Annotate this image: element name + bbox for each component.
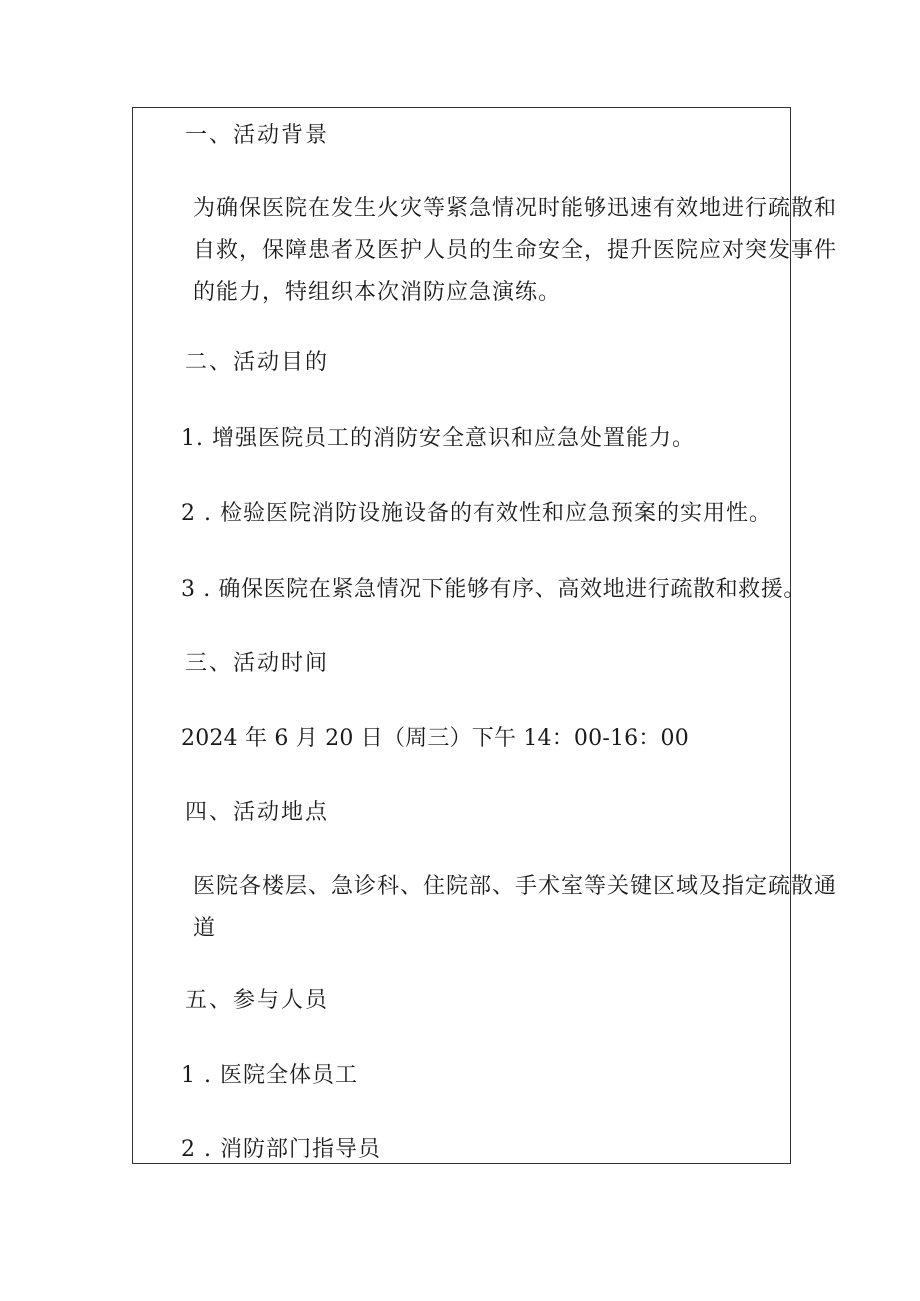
section-heading-location: 四、活动地点 — [185, 800, 330, 825]
purpose-item-2: 2 . 检验医院消防设施设备的有效性和应急预案的实用性。 — [181, 501, 772, 526]
document-frame — [132, 107, 838, 1164]
event-time: 2024 年 6 月 20 日（周三）下午 14：00-16：00 — [181, 726, 689, 751]
section-heading-purpose: 二、活动目的 — [185, 350, 330, 375]
participant-item-1: 1 . 医院全体员工 — [181, 1063, 358, 1088]
purpose-item-1: 1. 增强医院员工的消防安全意识和应急处置能力。 — [181, 426, 695, 451]
section-heading-time: 三、活动时间 — [185, 651, 330, 676]
section-heading-participants: 五、参与人员 — [185, 988, 330, 1013]
section-body-background: 为确保医院在发生火灾等紧急情况时能够迅速有效地进行疏散和自救，保障患者及医护人员的生命安全，提升医院应对突发事件的能力，特组织本次消防应急演练。 — [193, 196, 838, 305]
participant-item-2: 2 . 消防部门指导员 — [181, 1137, 381, 1162]
purpose-item-3: 3 . 确保医院在紧急情况下能够有序、高效地进行疏散和救援。 — [181, 577, 806, 602]
event-location: 医院各楼层、急诊科、住院部、手术室等关键区域及指定疏散通道 — [193, 874, 838, 941]
section-heading-background: 一、活动背景 — [185, 123, 330, 148]
